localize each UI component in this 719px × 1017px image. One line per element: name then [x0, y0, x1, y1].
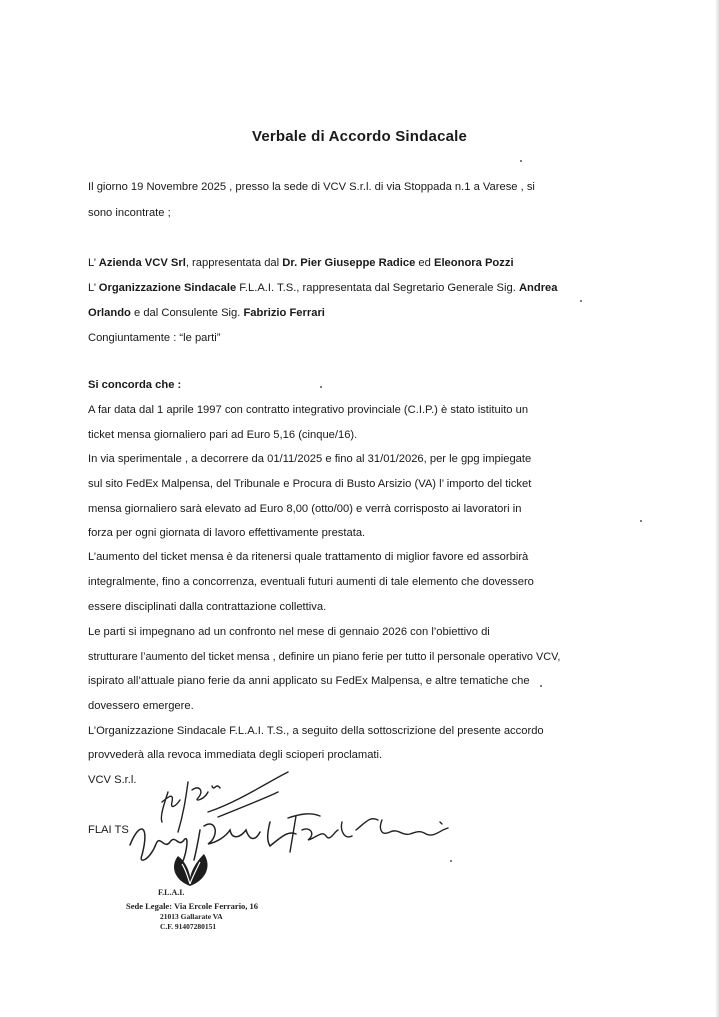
org-line-1	[88, 282, 558, 294]
stamp-address-line: Via Ercole Ferrario, 16	[174, 901, 259, 911]
body-line: strutturare l’aumento del ticket mensa , definire un piano ferie per tutto il personale operativo VCV,	[88, 651, 561, 663]
flai-signature-label: FLAI TS	[88, 824, 129, 836]
body-line: L’Organizzazione Sindacale F.L.A.I. T.S., a seguito della sottoscrizione del presente accordo	[88, 725, 544, 737]
vcv-signature-label: VCV S.r.l.	[88, 774, 137, 786]
azienda-text: , rappresentata dal	[185, 257, 283, 269]
org-name: Organizzazione Sindacale	[98, 282, 237, 294]
org-consultant-text: e dal Consulente Sig.	[130, 307, 244, 319]
body-line: L’aumento del ticket mensa è da ritenersi quale trattamento di miglior favore ed assorbirà	[88, 551, 529, 563]
stamp-sede-label: Sede Legale:	[126, 901, 173, 911]
scan-speck	[450, 860, 452, 862]
org-consultant-name: Fabrizio Ferrari	[243, 307, 325, 319]
scan-speck	[320, 386, 322, 388]
azienda-conj: ed	[415, 257, 434, 269]
azienda-rep-1: Dr. Pier Giuseppe Radice	[282, 257, 416, 269]
body-line: ticket mensa giornaliero pari ad Euro 5,16 (cinque/16).	[88, 429, 358, 441]
scan-speck	[640, 520, 642, 522]
body-line: mensa giornaliero sarà elevato ad Euro 8,00 (otto/00) e verrà corrisposto ai lavoratori in	[88, 503, 522, 515]
intro-line-2: sono incontrate ;	[88, 207, 171, 219]
scan-edge	[715, 0, 719, 1017]
body-line: Le parti si impegnano ad un confronto nel mese di gennaio 2026 con l’obiettivo di	[88, 626, 490, 638]
azienda-prefix: L’	[88, 257, 99, 269]
azienda-rep-2: Eleonora Pozzi	[433, 257, 514, 269]
org-rep-last: Orlando	[88, 307, 131, 319]
scan-speck	[580, 300, 582, 302]
org-text: F.L.A.I. T.S., rappresentata dal Segretario Generale Sig.	[236, 282, 519, 294]
stamp-address	[126, 901, 258, 911]
stamp-cf: C.F. 91407280151	[160, 922, 217, 931]
scan-speck	[520, 160, 522, 162]
body-line: essere disciplinati dalla contrattazione collettiva.	[88, 601, 327, 613]
intro-line-1: Il giorno 19 Novembre 2025 , presso la sede di VCV S.r.l. di via Stoppada n.1 a Varese , si	[88, 181, 535, 193]
org-rep-first: Andrea	[518, 282, 558, 294]
body-line: A far data dal 1 aprile 1997 con contratto integrativo provinciale (C.I.P.) è stato istituito un	[88, 404, 529, 416]
body-line: dovessero emergere.	[88, 700, 194, 712]
body-line: provvederà alla revoca immediata degli scioperi proclamati.	[88, 749, 383, 761]
azienda-line	[88, 257, 514, 269]
body-line: sul sito FedEx Malpensa, del Tribunale e Procura di Busto Arsizio (VA) l’ importo del ticket	[88, 478, 532, 490]
flai-logo-icon	[160, 850, 220, 890]
scan-speck	[540, 685, 542, 687]
stamp-logo-text: F.L.A.I.	[158, 888, 185, 897]
stamp-city: 21013 Gallarate VA	[160, 912, 223, 921]
congiuntamente-line: Congiuntamente : “le parti”	[88, 332, 221, 344]
body-line: ispirato all’attuale piano ferie da anni applicato su FedEx Malpensa, e altre tematiche che	[88, 675, 530, 687]
body-line: In via sperimentale , a decorrere da 01/11/2025 e fino al 31/01/2026, per le gpg impiegate	[88, 453, 532, 465]
azienda-name: Azienda VCV Srl	[98, 257, 186, 269]
body-line: forza per ogni giornata di lavoro effettivamente prestata.	[88, 527, 366, 539]
flai-stamp	[118, 850, 268, 935]
body-line: integralmente, fino a concorrenza, eventuali futuri aumenti di tale elemento che dovessero	[88, 576, 534, 588]
document-title: Verbale di Accordo Sindacale	[251, 128, 468, 145]
org-line-2	[88, 307, 325, 319]
org-prefix: L’	[88, 282, 99, 294]
si-concorda-heading: Si concorda che :	[88, 379, 182, 391]
